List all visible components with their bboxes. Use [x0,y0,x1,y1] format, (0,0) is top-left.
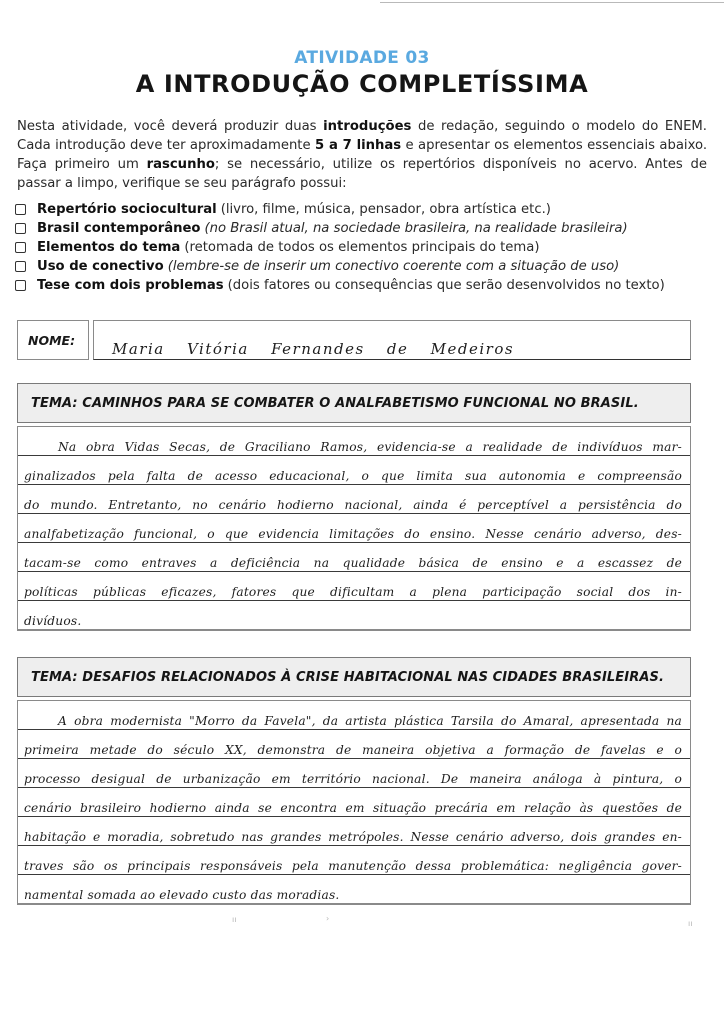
instructions-text: e apresentar os elementos essenciais abaixo. Faça primeiro um [17,138,708,172]
checklist-item-note: (dois fatores ou consequências que serão desenvolvidos no texto) [227,278,665,293]
writing-line [18,543,690,572]
handwritten-text: namental somada ao elevado custo das moradias. [24,888,340,902]
checklist-item [15,257,715,276]
instructions-text: de redação, seguindo o modelo do ENEM. Cada introdução deve ter aproximadamente [17,119,707,153]
handwritten-text: analfabetização funcional, o que evidencia limitações do ensino. Nesse cenário adverso, des- [24,527,682,541]
requirements-checklist [15,200,715,295]
page-title: A INTRODUÇÃO COMPLETÍSSIMA [135,70,589,98]
checklist-item-note: (livro, filme, música, pensador, obra artística etc.) [220,202,551,217]
scan-speck: ıı [232,915,237,924]
checklist-item [15,238,715,257]
writing-lines[interactable] [17,426,691,631]
writing-line [18,788,690,817]
handwritten-text: tacam-se como entraves a deficiência na qualidade básica de ensino e a escassez de [24,556,682,570]
name-value: Maria Vitória Fernandes de Medeiros [112,340,515,358]
instructions-emphasis: introduções [323,119,412,134]
writing-line [18,817,690,846]
instructions-text: ; se necessário, utilize os repertórios disponíveis no acervo. Antes de passar a limpo, verifique se seu parágrafo possui: [17,157,707,191]
page-header [0,48,724,99]
checkbox-icon[interactable] [15,261,26,272]
instructions-paragraph [17,117,707,193]
writing-line [18,427,690,456]
scan-edge-line [380,2,724,5]
handwritten-text: ginalizados pela falta de acesso educacional, o que limita sua autonomia e compreensão [24,469,682,483]
checklist-item-note: (retomada de todos os elementos principais do tema) [184,240,540,255]
handwritten-text: processo desigual de urbanização em território nacional. De maneira análoga à pintura, o [24,772,682,786]
theme-heading: TEMA: CAMINHOS PARA SE COMBATER O ANALFABETISMO FUNCIONAL NO BRASIL. [17,383,691,423]
handwritten-text: traves são os principais responsáveis pela manutenção dessa problemática: negligência gover- [24,859,682,873]
handwritten-text: Na obra Vidas Secas, de Graciliano Ramos, evidencia-se a realidade de indivíduos mar- [58,440,682,454]
checklist-item-title: Brasil contemporâneo [37,221,201,236]
handwritten-text: do mundo. Entretanto, no cenário hodierno nacional, ainda é perceptível a persistência do [24,498,682,512]
checkbox-icon[interactable] [15,204,26,215]
writing-line [18,456,690,485]
writing-line [18,485,690,514]
checkbox-icon[interactable] [15,242,26,253]
writing-line [18,759,690,788]
name-label: NOME: [17,320,89,360]
writing-line [18,846,690,875]
scan-speck: ıı [688,919,693,928]
activity-number: ATIVIDADE 03 [294,48,430,68]
checklist-item-note: (lembre-se de inserir um conectivo coerente com a situação de uso) [167,259,620,274]
checklist-item-note: (no Brasil atual, na sociedade brasileira, na realidade brasileira) [204,221,628,236]
writing-line [18,701,690,730]
checkbox-icon[interactable] [15,280,26,291]
scan-speck: › [326,914,330,923]
handwritten-text: políticas públicas eficazes, fatores que dificultam a plena participação social dos in- [24,585,682,599]
checklist-item [15,276,715,295]
handwritten-text: habitação e moradia, sobretudo nas grandes metrópoles. Nesse cenário adverso, dois grandes en- [24,830,682,844]
writing-lines[interactable] [17,700,691,905]
checklist-item [15,219,715,238]
checklist-item-title: Repertório sociocultural [37,202,217,217]
checklist-item [15,200,715,219]
handwritten-text: primeira metade do século XX, demonstra de maneira objetiva a formação de favelas e o [24,743,682,757]
checklist-item-title: Uso de conectivo [37,259,164,274]
handwritten-text: cenário brasileiro hodierno ainda se encontra em situação precária em relação às questões de [24,801,682,815]
checklist-item-title: Elementos do tema [37,240,181,255]
checkbox-icon[interactable] [15,223,26,234]
essay-section-1 [17,383,691,631]
name-field[interactable] [93,320,691,360]
checklist-item-title: Tese com dois problemas [37,278,224,293]
theme-heading: TEMA: DESAFIOS RELACIONADOS À CRISE HABITACIONAL NAS CIDADES BRASILEIRAS. [17,657,691,697]
instructions-emphasis: 5 a 7 linhas [314,138,402,153]
instructions-text: Nesta atividade, você deverá produzir duas [17,119,324,134]
writing-line [18,601,690,630]
writing-line [18,875,690,904]
writing-line [18,730,690,759]
writing-line [18,572,690,601]
handwritten-text: divíduos. [24,614,82,628]
instructions-emphasis: rascunho [146,157,215,172]
name-row [17,320,691,360]
handwritten-text: A obra modernista "Morro da Favela", da artista plástica Tarsila do Amaral, apresentada na [58,714,682,728]
writing-line [18,514,690,543]
essay-section-2 [17,657,691,905]
